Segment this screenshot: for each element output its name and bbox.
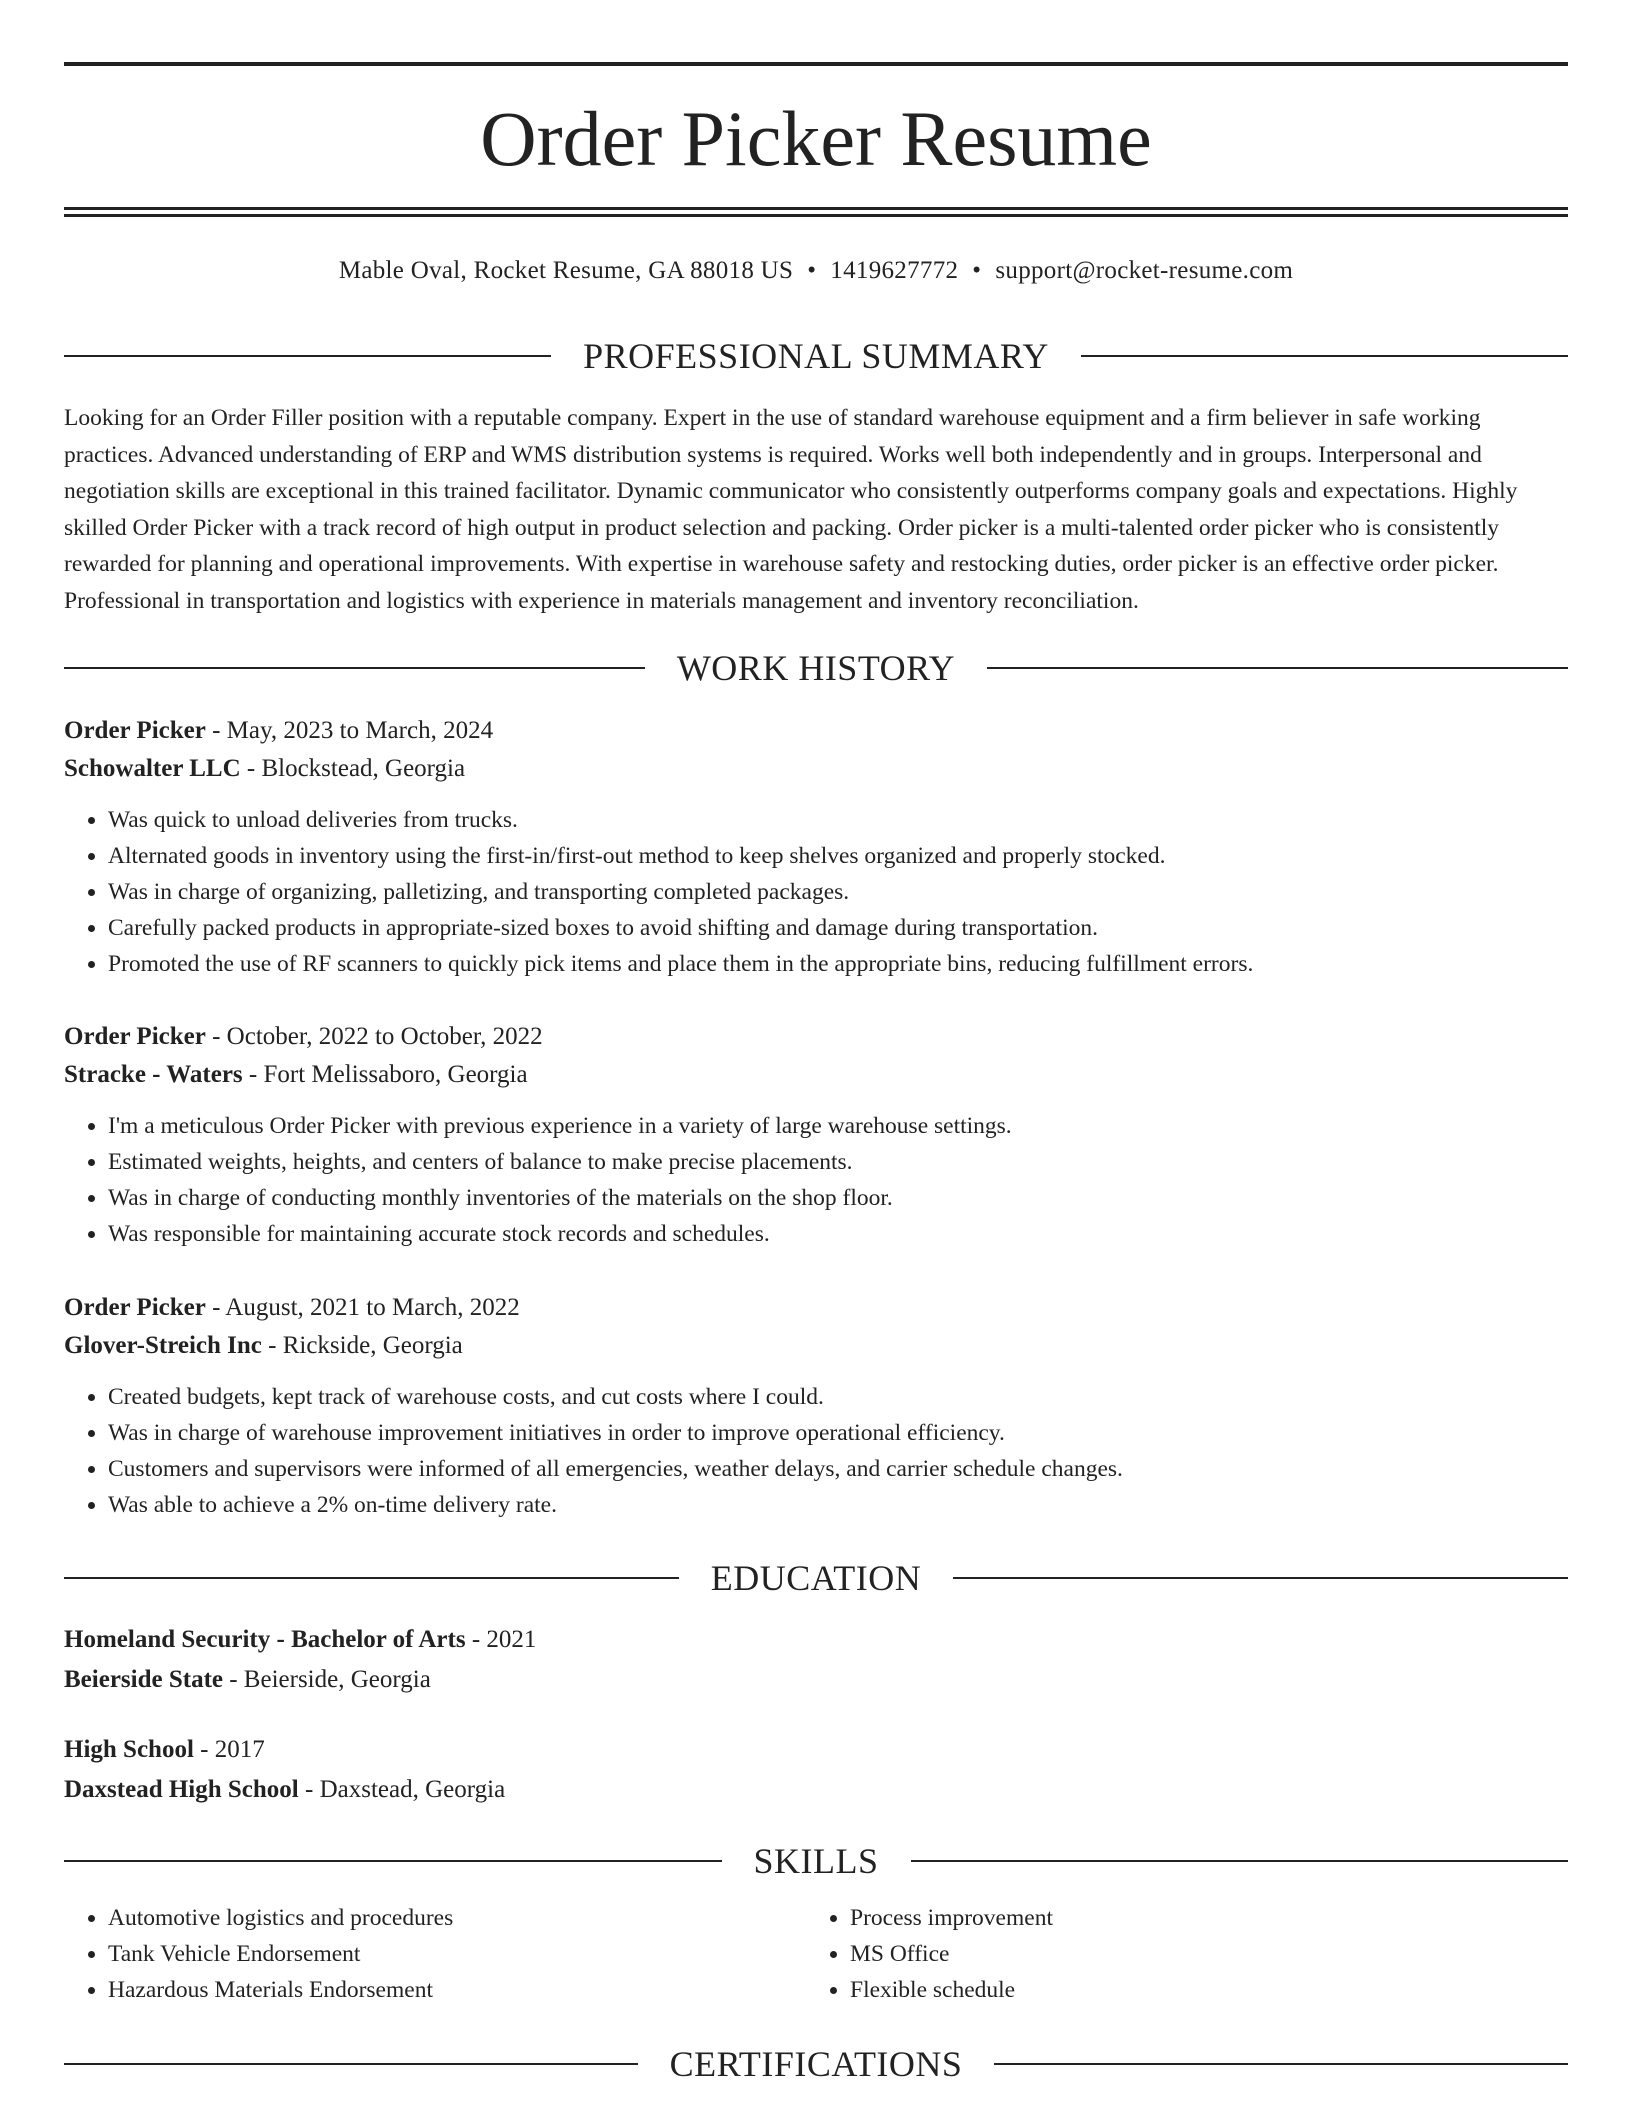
resume-title: Order Picker Resume [480, 95, 1152, 182]
job-bullet: • Promoted the use of RF scanners to quickly pick items and place them in the appropriate bins, reducing fulfillment errors. [108, 946, 1568, 982]
contact-address: Mable Oval, Rocket Resume, GA 88018 US [338, 257, 794, 284]
job-bullet: • Was responsible for maintaining accurate stock records and schedules. [108, 1216, 1568, 1252]
job-entry [64, 712, 1568, 982]
job-company-line [64, 1056, 1568, 1094]
summary-text: Looking for an Order Filler position with a reputable company. Expert in the use of standard warehouse equipment and a firm believer in safe working practices. Advanced understanding of ERP and WMS distribution systems is required. Works well both independently and in groups. Interpersonal and negotiation skills are exceptional in this trained facilitator. Dynamic communicator who consistently outperforms company goals and expectations. Highly skilled Order Picker with a track record of high output in product selection and packing. Order picker is a multi-talented order picker who is consistently rewarded for planning and operational improvements. With expertise in warehouse safety and restocking duties, order picker is an effective order picker. Professional in transportation and logistics with experience in materials management and inventory reconciliation. [64, 405, 1518, 614]
section-title-summary: PROFESSIONAL SUMMARY [583, 336, 1049, 376]
skills-column-left [64, 1900, 764, 2008]
job-title: Order Picker [64, 717, 206, 744]
job-bullet: • Was quick to unload deliveries from trucks. [108, 802, 1568, 838]
skill-item: • Automotive logistics and procedures [108, 1900, 764, 1936]
skill-item: • MS Office [850, 1936, 1506, 1972]
job-location: - Blockstead, Georgia [240, 755, 466, 782]
education-school: Daxstead High School [64, 1776, 299, 1803]
section-rule [64, 667, 645, 669]
job-bullet: • I'm a meticulous Order Picker with previous experience in a variety of large warehouse settings. [108, 1108, 1568, 1144]
education-school-line [64, 1661, 1568, 1699]
education-year: - 2017 [193, 1736, 265, 1763]
job-location: - Fort Melissaboro, Georgia [242, 1061, 528, 1088]
contact-separator: • [972, 257, 982, 284]
education-location: - Beierside, Georgia [222, 1666, 431, 1693]
job-title-line [64, 1289, 1568, 1327]
skill-item: • Tank Vehicle Endorsement [108, 1936, 764, 1972]
job-company: Stracke - Waters [64, 1061, 243, 1088]
job-bullet: • Was in charge of organizing, palletizing, and transporting completed packages. [108, 874, 1568, 910]
job-title-line [64, 1018, 1568, 1056]
section-header-work [64, 646, 1568, 690]
job-company: Glover-Streich Inc [64, 1332, 262, 1359]
job-bullet: • Alternated goods in inventory using the first-in/first-out method to keep shelves organized and properly stocked. [108, 838, 1568, 874]
education-degree-line [64, 1731, 1568, 1769]
section-header-skills [64, 1839, 1568, 1883]
contact-phone: 1419627772 [830, 257, 959, 284]
job-location: - Rickside, Georgia [261, 1332, 463, 1359]
education-entry [64, 1621, 1568, 1699]
section-title-skills: SKILLS [753, 1841, 879, 1881]
job-company-line [64, 1327, 1568, 1365]
section-title-certifications: CERTIFICATIONS [669, 2044, 963, 2084]
job-bullet: • Customers and supervisors were informed of all emergencies, weather delays, and carrier schedule changes. [108, 1451, 1568, 1487]
section-rule [64, 1860, 722, 1862]
top-rule [64, 62, 1568, 66]
section-header-education [64, 1556, 1568, 1600]
section-rule [911, 1860, 1569, 1862]
job-bullets [64, 802, 1568, 982]
education-degree-line [64, 1621, 1568, 1659]
job-bullet: • Was in charge of conducting monthly inventories of the materials on the shop floor. [108, 1180, 1568, 1216]
job-bullets [64, 1379, 1568, 1523]
title-double-rule [64, 207, 1568, 217]
job-bullet: • Estimated weights, heights, and centers of balance to make precise placements. [108, 1144, 1568, 1180]
section-rule [1081, 355, 1568, 357]
education-entry [64, 1731, 1568, 1809]
job-company: Schowalter LLC [64, 755, 241, 782]
section-rule [994, 2063, 1568, 2065]
section-rule [64, 2063, 638, 2065]
contact-email: support@rocket-resume.com [995, 257, 1294, 284]
job-bullet: • Was able to achieve a 2% on-time delivery rate. [108, 1487, 1568, 1523]
education-school-line [64, 1771, 1568, 1809]
skills-list [64, 1900, 764, 2008]
skill-item: • Flexible schedule [850, 1972, 1506, 2008]
education-school: Beierside State [64, 1666, 223, 1693]
job-bullet: • Carefully packed products in appropriate-sized boxes to avoid shifting and damage during transportation. [108, 910, 1568, 946]
job-title: Order Picker [64, 1294, 206, 1321]
education-degree: High School [64, 1736, 194, 1763]
section-rule [64, 355, 551, 357]
job-dates: - October, 2022 to October, 2022 [205, 1023, 543, 1050]
job-bullet: • Was in charge of warehouse improvement initiatives in order to improve operational efficiency. [108, 1415, 1568, 1451]
job-dates: - August, 2021 to March, 2022 [205, 1294, 520, 1321]
job-company-line [64, 750, 1568, 788]
contact-separator: • [807, 257, 817, 284]
education-year: - 2021 [465, 1626, 537, 1653]
skill-item: • Hazardous Materials Endorsement [108, 1972, 764, 2008]
job-bullets [64, 1108, 1568, 1252]
section-rule [987, 667, 1568, 669]
job-dates: - May, 2023 to March, 2024 [205, 717, 494, 744]
contact-line [64, 254, 1568, 288]
section-title-work: WORK HISTORY [676, 648, 956, 688]
skill-item: • Process improvement [850, 1900, 1506, 1936]
skills-list [806, 1900, 1506, 2008]
skills-column-right [806, 1900, 1506, 2008]
job-title: Order Picker [64, 1023, 206, 1050]
section-rule [953, 1577, 1568, 1579]
job-entry [64, 1289, 1568, 1523]
job-entry [64, 1018, 1568, 1252]
education-location: - Daxstead, Georgia [298, 1776, 506, 1803]
education-degree: Homeland Security - Bachelor of Arts [64, 1626, 466, 1653]
section-header-summary [64, 334, 1568, 378]
section-rule [64, 1577, 679, 1579]
job-bullet: • Created budgets, kept track of warehouse costs, and cut costs where I could. [108, 1379, 1568, 1415]
section-title-education: EDUCATION [710, 1558, 922, 1598]
job-title-line [64, 712, 1568, 750]
section-header-certifications [64, 2042, 1568, 2086]
